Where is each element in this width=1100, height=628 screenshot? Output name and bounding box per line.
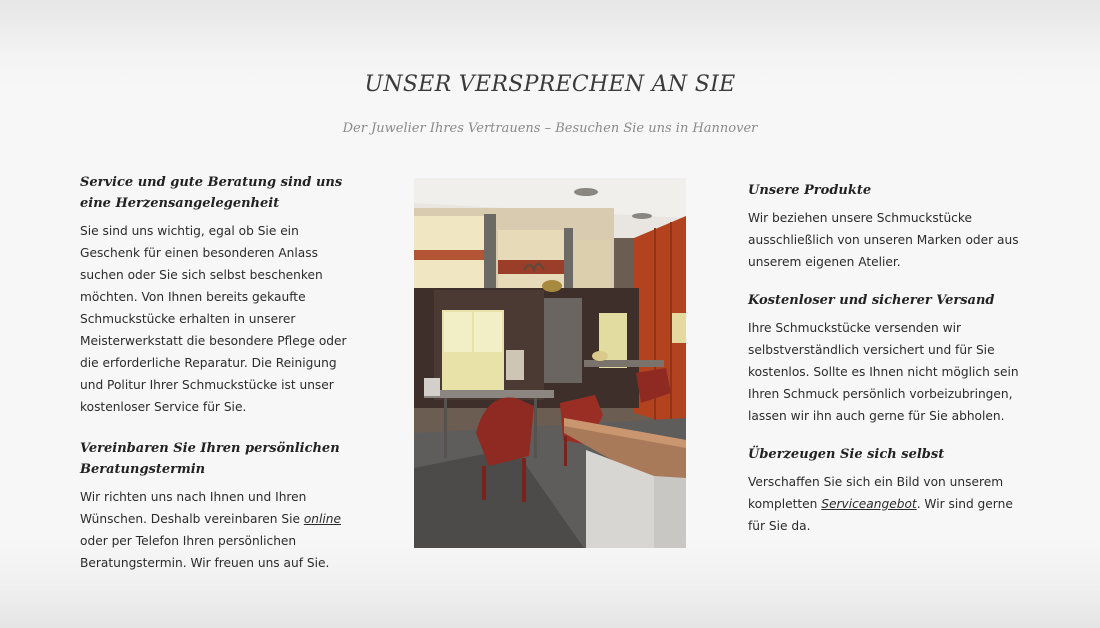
- convince-text-after: . Wir sind gerne für Sie da.: [748, 497, 1013, 533]
- appointment-text-before: Wir richten uns nach Ihnen und Ihren Wünschen. Deshalb vereinbaren Sie: [80, 490, 307, 526]
- appointment-text: [80, 486, 360, 574]
- products-heading: Unsere Produkte: [748, 183, 872, 198]
- appointment-heading: Vereinbaren Sie Ihren persönlichen Beratungstermin: [80, 441, 340, 477]
- shipping-heading: Kostenloser und sicherer Versand: [748, 293, 995, 308]
- appointment-text-after: oder per Telefon Ihren persönlichen Beratungstermin. Wir freuen uns auf Sie.: [80, 534, 330, 570]
- service-heading: Service und gute Beratung sind uns eine Herzensangelegenheit: [80, 175, 343, 211]
- store-interior-photo: [414, 178, 686, 548]
- online-link[interactable]: online: [303, 512, 342, 526]
- service-text: Sie sind uns wichtig, egal ob Sie ein Geschenk für einen besonderen Anlass suchen oder Sie sich selbst beschenken möchten. Von Ihnen bereits gekaufte Schmuckstücke erhalten in unserer Meisterwerkstatt die besondere Pflege oder die erforderliche Reparatur. Die Reinigung und Politur Ihrer Schmuckstücke ist unser kostenloser Service für Sie.: [80, 224, 347, 414]
- convince-text-before: Verschaffen Sie sich ein Bild von unserem kompletten: [748, 475, 1004, 511]
- serviceangebot-link[interactable]: Serviceangebot: [821, 497, 917, 511]
- page-title: UNSER VERSPRECHEN AN SIE: [364, 72, 736, 97]
- left-column: [80, 172, 360, 574]
- convince-heading: Überzeugen Sie sich selbst: [748, 447, 945, 462]
- convince-text: [748, 471, 1028, 537]
- page-subtitle: Der Juwelier Ihres Vertrauens – Besuchen Sie uns in Hannover: [342, 121, 758, 136]
- shipping-text: Ihre Schmuckstücke versenden wir selbstverständlich versichert und für Sie kostenlos. Sollte es Ihnen nicht möglich sein Ihren Schmuck persönlich vorbeizubringen, lassen wir ihn auch gerne für Sie abholen.: [748, 321, 1019, 423]
- products-text: Wir beziehen unsere Schmuckstücke ausschließlich von unseren Marken oder aus unserem eigenen Atelier.: [748, 211, 1019, 269]
- right-column: [748, 180, 1028, 537]
